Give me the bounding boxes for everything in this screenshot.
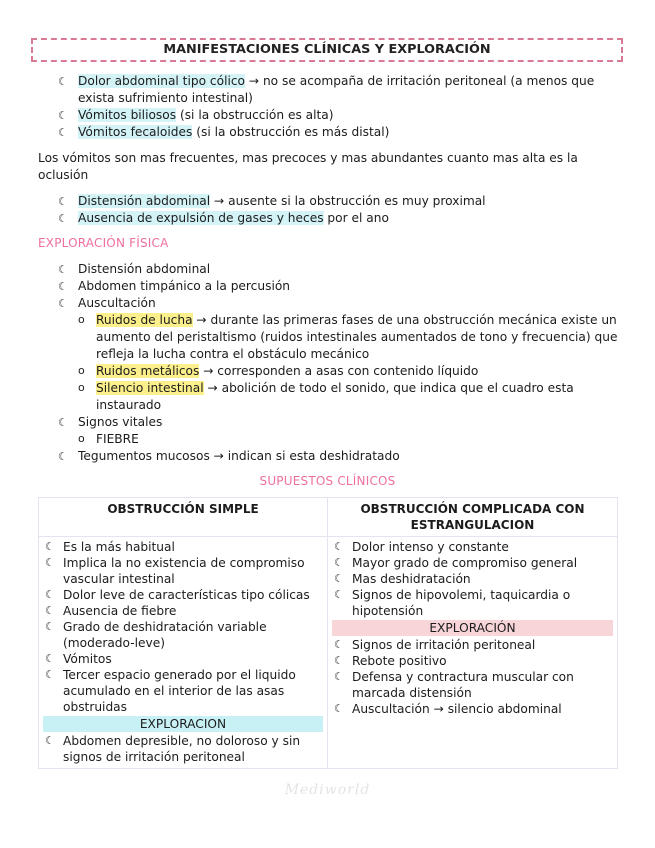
item-text: por el ano xyxy=(323,211,389,225)
moon-bullet-icon: ☾ xyxy=(58,263,68,276)
moon-bullet-icon: ☾ xyxy=(58,416,68,429)
list-item xyxy=(58,193,618,210)
moon-bullet-icon: ☾ xyxy=(45,620,55,633)
vitals-sublist xyxy=(58,431,618,448)
highlighted-term: Dolor abdominal tipo cólico xyxy=(78,74,245,88)
list-item xyxy=(58,261,618,278)
item-text: Auscultación → silencio abdominal xyxy=(352,702,562,716)
moon-bullet-icon: ☾ xyxy=(45,652,55,665)
item-text: Distensión abdominal xyxy=(78,262,211,276)
exploration-band: EXPLORACIÓN xyxy=(332,620,613,636)
list-item xyxy=(43,651,323,667)
item-text: Tercer espacio generado por el liquido acumulado en el interior de las asas obstruidas xyxy=(63,668,296,714)
item-text: (si la obstrucción es más distal) xyxy=(192,125,390,139)
list-item xyxy=(58,107,618,124)
item-text: Dolor leve de características tipo cólicas xyxy=(63,588,310,602)
list-item xyxy=(332,637,613,653)
moon-bullet-icon: ☾ xyxy=(45,734,55,747)
moon-bullet-icon: ☾ xyxy=(45,556,55,569)
sub-list-item xyxy=(58,363,618,380)
moon-bullet-icon: ☾ xyxy=(45,540,55,553)
list-item xyxy=(58,295,618,414)
moon-bullet-icon: ☾ xyxy=(334,588,344,601)
cases-heading: SUPUESTOS CLÍNICOS xyxy=(259,474,396,488)
list-item xyxy=(43,555,323,587)
item-text: Dolor intenso y constante xyxy=(352,540,509,554)
list-item xyxy=(58,210,618,227)
list-item xyxy=(332,555,613,571)
intro-list xyxy=(58,73,618,141)
list-item xyxy=(43,733,323,765)
moon-bullet-icon: ☾ xyxy=(45,604,55,617)
sub-list-item xyxy=(58,431,618,448)
item-text: → corresponden a asas con contenido líquido xyxy=(199,364,479,378)
highlighted-term: Ausencia de expulsión de gases y heces xyxy=(78,211,324,225)
complicated-list xyxy=(332,539,613,619)
clinical-cases-table xyxy=(38,497,618,769)
list-item xyxy=(58,448,618,465)
circle-bullet-icon: o xyxy=(78,313,85,326)
list-item xyxy=(332,587,613,619)
exploration-band: EXPLORACION xyxy=(43,716,323,732)
list-item xyxy=(332,701,613,717)
moon-bullet-icon: ☾ xyxy=(58,280,68,293)
moon-bullet-icon: ☾ xyxy=(58,212,68,225)
item-text: → abolición de todo el sonido, que indica que el cuadro esta instaurado xyxy=(96,381,574,412)
second-list xyxy=(58,193,618,227)
moon-bullet-icon: ☾ xyxy=(58,75,68,88)
item-text: Rebote positivo xyxy=(352,654,447,668)
item-text: (si la obstrucción es alta) xyxy=(176,108,334,122)
list-item xyxy=(43,603,323,619)
item-text: Vómitos xyxy=(63,652,112,666)
list-item xyxy=(58,414,618,448)
simple-cell xyxy=(39,537,328,769)
circle-bullet-icon: o xyxy=(78,364,85,377)
moon-bullet-icon: ☾ xyxy=(45,588,55,601)
exploration-list xyxy=(58,261,618,465)
moon-bullet-icon: ☾ xyxy=(334,572,344,585)
item-text: Signos de hipovolemi, taquicardia o hipotensión xyxy=(352,588,571,618)
sub-list-item xyxy=(58,312,618,363)
item-text: → ausente si la obstrucción es muy proximal xyxy=(210,194,486,208)
item-text: Signos vitales xyxy=(78,415,163,429)
moon-bullet-icon: ☾ xyxy=(334,654,344,667)
moon-bullet-icon: ☾ xyxy=(334,702,344,715)
highlighted-term: Ruidos de lucha xyxy=(96,313,193,327)
highlighted-term: Distensión abdominal xyxy=(78,194,211,208)
highlighted-term: Vómitos fecaloides xyxy=(78,125,193,139)
list-item xyxy=(332,653,613,669)
item-text: Es la más habitual xyxy=(63,540,175,554)
moon-bullet-icon: ☾ xyxy=(334,638,344,651)
moon-bullet-icon: ☾ xyxy=(58,195,68,208)
item-text: Mayor grado de compromiso general xyxy=(352,556,578,570)
item-text: Defensa y contractura muscular con marcada distensión xyxy=(352,670,574,700)
item-text: Abdomen timpánico a la percusión xyxy=(78,279,291,293)
item-text: FIEBRE xyxy=(96,432,139,446)
list-item xyxy=(58,278,618,295)
simple-exploration-list xyxy=(43,733,323,765)
vomit-paragraph: Los vómitos son mas frecuentes, mas precoces y mas abundantes cuanto mas alta es la oclusión xyxy=(38,151,578,182)
complicated-exploration-list xyxy=(332,637,613,717)
item-text: Ausencia de fiebre xyxy=(63,604,177,618)
list-item xyxy=(58,73,618,107)
list-item xyxy=(332,669,613,701)
item-text: Grado de deshidratación variable (moderado-leve) xyxy=(63,620,267,650)
simple-list xyxy=(43,539,323,715)
exploration-heading: EXPLORACIÓN FÍSICA xyxy=(38,236,169,250)
highlighted-term: Silencio intestinal xyxy=(96,381,204,395)
table-header-row xyxy=(39,498,618,537)
complicated-cell xyxy=(328,537,618,769)
moon-bullet-icon: ☾ xyxy=(58,297,68,310)
list-item xyxy=(332,539,613,555)
item-text: Signos de irritación peritoneal xyxy=(352,638,536,652)
list-item xyxy=(332,571,613,587)
item-text: Tegumentos mucosos → indican si esta deshidratado xyxy=(78,449,400,463)
column-header-simple: OBSTRUCCIÓN SIMPLE xyxy=(39,498,328,537)
section-title: MANIFESTACIONES CLÍNICAS Y EXPLORACIÓN xyxy=(31,38,623,62)
list-item xyxy=(58,124,618,141)
moon-bullet-icon: ☾ xyxy=(334,540,344,553)
moon-bullet-icon: ☾ xyxy=(334,670,344,683)
table-row xyxy=(39,537,618,769)
item-text: Auscultación xyxy=(78,296,156,310)
column-header-complicated: OBSTRUCCIÓN COMPLICADA CON ESTRANGULACION xyxy=(328,498,618,537)
item-text: Implica la no existencia de compromiso vascular intestinal xyxy=(63,556,305,586)
moon-bullet-icon: ☾ xyxy=(45,668,55,681)
auscultation-sublist xyxy=(58,312,618,414)
list-item xyxy=(43,587,323,603)
item-text: Abdomen depresible, no doloroso y sin signos de irritación peritoneal xyxy=(63,734,301,764)
moon-bullet-icon: ☾ xyxy=(58,450,68,463)
list-item xyxy=(43,667,323,715)
circle-bullet-icon: o xyxy=(78,381,85,394)
list-item xyxy=(43,539,323,555)
watermark-logo: Mediworld xyxy=(284,782,371,798)
item-text: → no se acompaña de irritación peritoneal (a menos que exista sufrimiento intestinal) xyxy=(78,74,595,105)
highlighted-term: Vómitos biliosos xyxy=(78,108,177,122)
moon-bullet-icon: ☾ xyxy=(58,109,68,122)
item-text: → durante las primeras fases de una obstrucción mecánica existe un aumento del peristaltismo (ruidos intestinales aumentados de tono y frecuencia) que refleja la lucha contra el obstáculo mecánico xyxy=(96,313,618,361)
sub-list-item xyxy=(58,380,618,414)
moon-bullet-icon: ☾ xyxy=(334,556,344,569)
moon-bullet-icon: ☾ xyxy=(58,126,68,139)
highlighted-term: Ruidos metálicos xyxy=(96,364,200,378)
list-item xyxy=(43,619,323,651)
item-text: Mas deshidratación xyxy=(352,572,471,586)
circle-bullet-icon: o xyxy=(78,432,85,445)
